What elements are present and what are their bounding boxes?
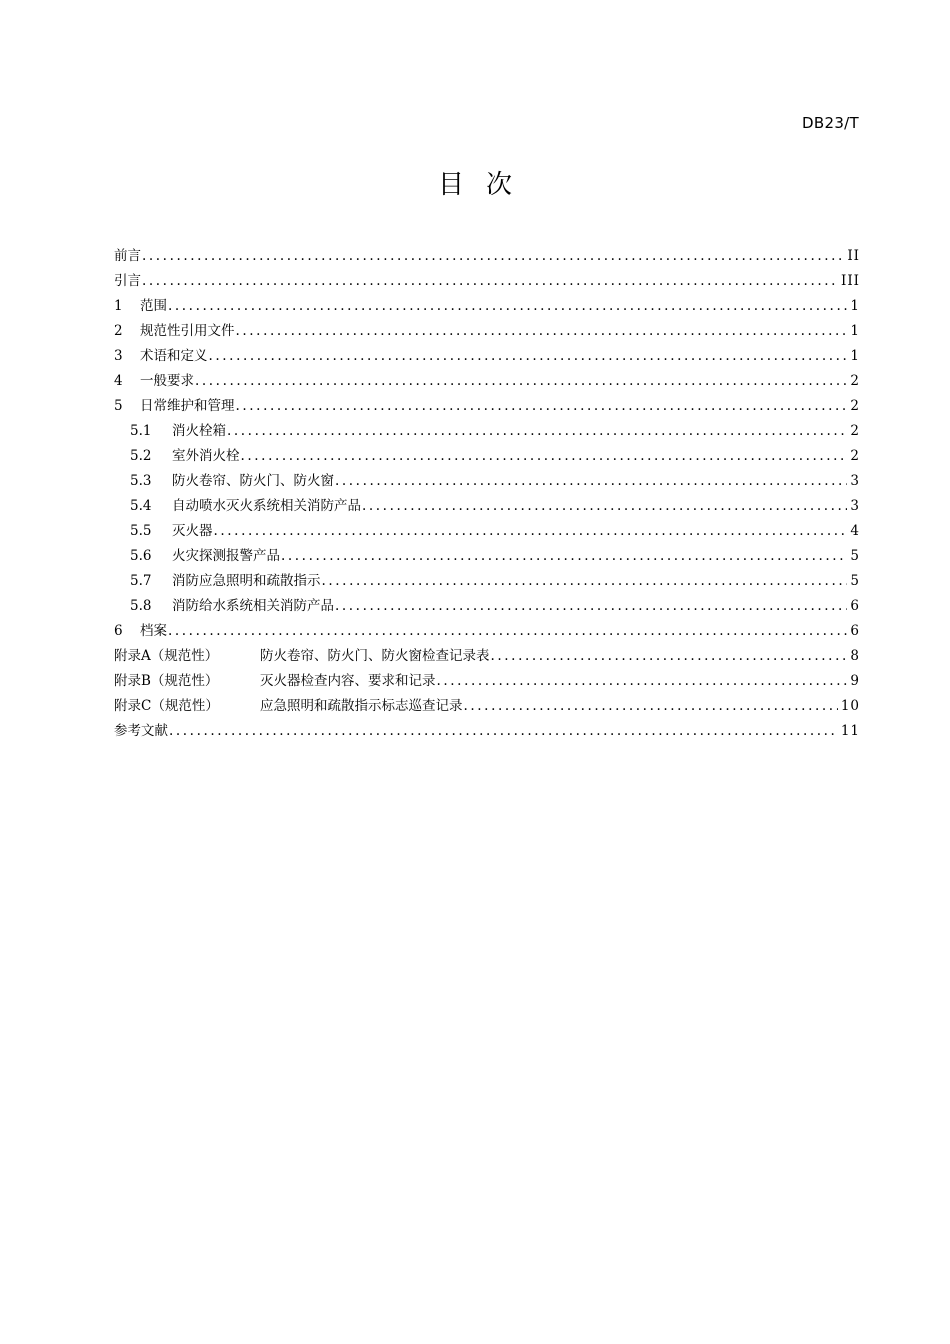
toc-leader-dots xyxy=(335,469,847,494)
toc-entry-text: 防火卷帘、防火门、防火窗 xyxy=(172,473,334,489)
toc-entry-section-5-3[interactable] xyxy=(114,469,860,494)
toc-entry-text: 规范性引用文件 xyxy=(140,323,235,339)
toc-entry-section-5-2[interactable] xyxy=(114,444,860,469)
toc-page-number: III xyxy=(841,273,860,289)
toc-leader-dots xyxy=(168,619,847,644)
toc-appendix-label: 附录C（规范性） xyxy=(114,698,219,714)
toc-entry-section-5-8[interactable] xyxy=(114,594,860,619)
toc-section-number: 5.1 xyxy=(130,423,152,439)
toc-leader-dots xyxy=(281,544,847,569)
toc-entry-text: 引言 xyxy=(114,273,141,289)
toc-appendix-label: 附录B（规范性） xyxy=(114,673,219,689)
toc-entry-section-3[interactable] xyxy=(114,344,860,369)
toc-page-number: 1 xyxy=(850,298,860,314)
toc-entry-section-5-6[interactable] xyxy=(114,544,860,569)
toc-entry-text: 术语和定义 xyxy=(140,348,208,364)
toc-page-number: II xyxy=(847,248,860,264)
toc-entry-text: 应急照明和疏散指示标志巡查记录 xyxy=(260,698,463,714)
toc-page-number: 1 xyxy=(850,348,860,364)
toc-section-number: 5.8 xyxy=(130,598,152,614)
toc-page-number: 2 xyxy=(850,373,860,389)
toc-leader-dots xyxy=(169,719,838,744)
toc-entry-section-5[interactable] xyxy=(114,394,860,419)
toc-leader-dots xyxy=(227,419,847,444)
toc-entry-text: 室外消火栓 xyxy=(172,448,240,464)
toc-leader-dots xyxy=(142,244,844,269)
toc-section-number: 2 xyxy=(114,323,123,339)
toc-entry-references[interactable] xyxy=(114,719,860,744)
toc-entry-section-5-5[interactable] xyxy=(114,519,860,544)
toc-entry-appendix-c[interactable] xyxy=(114,694,860,719)
toc-entry-section-5-1[interactable] xyxy=(114,419,860,444)
toc-entry-introduction[interactable] xyxy=(114,269,860,294)
toc-entry-text: 灭火器 xyxy=(172,523,213,539)
toc-leader-dots xyxy=(236,319,848,344)
toc-leader-dots xyxy=(195,369,847,394)
toc-leader-dots xyxy=(168,294,847,319)
toc-entry-section-2[interactable] xyxy=(114,319,860,344)
toc-section-number: 5.6 xyxy=(130,548,152,564)
toc-page-number: 3 xyxy=(850,473,860,489)
toc-entry-text: 自动喷水灭火系统相关消防产品 xyxy=(172,498,361,514)
toc-entry-text: 前言 xyxy=(114,248,141,264)
toc-leader-dots xyxy=(209,344,848,369)
toc-section-number: 5.4 xyxy=(130,498,152,514)
toc-entry-text: 消防给水系统相关消防产品 xyxy=(172,598,334,614)
standard-code: DB23/T xyxy=(802,114,859,132)
toc-section-number: 5.3 xyxy=(130,473,152,489)
toc-appendix-label: 附录A（规范性） xyxy=(114,648,219,664)
toc-leader-dots xyxy=(241,444,848,469)
toc-section-number: 4 xyxy=(114,373,123,389)
toc-entry-appendix-a[interactable] xyxy=(114,644,860,669)
toc-entry-text: 火灾探测报警产品 xyxy=(172,548,280,564)
toc-section-number: 6 xyxy=(114,623,123,639)
toc-entry-section-5-7[interactable] xyxy=(114,569,860,594)
toc-leader-dots xyxy=(142,269,838,294)
toc-section-number: 5 xyxy=(114,398,123,414)
toc-entry-section-4[interactable] xyxy=(114,369,860,394)
toc-entry-text: 范围 xyxy=(140,298,167,314)
toc-page-number: 6 xyxy=(850,598,860,614)
toc-page-number: 5 xyxy=(850,548,860,564)
toc-leader-dots xyxy=(236,394,848,419)
toc-entry-text: 日常维护和管理 xyxy=(140,398,235,414)
toc-leader-dots xyxy=(464,694,838,719)
toc-entry-text: 消火栓箱 xyxy=(172,423,226,439)
toc-leader-dots xyxy=(335,594,847,619)
toc-page-number: 8 xyxy=(850,648,860,664)
toc-entry-text: 一般要求 xyxy=(140,373,194,389)
toc-entry-section-6[interactable] xyxy=(114,619,860,644)
toc-page-number: 11 xyxy=(840,723,860,739)
toc-leader-dots xyxy=(362,494,847,519)
toc-page-number: 2 xyxy=(850,423,860,439)
toc-leader-dots xyxy=(322,569,848,594)
toc-page-number: 6 xyxy=(850,623,860,639)
toc-section-number: 1 xyxy=(114,298,123,314)
toc-entry-text: 灭火器检查内容、要求和记录 xyxy=(260,673,436,689)
toc-entry-section-1[interactable] xyxy=(114,294,860,319)
toc-page-number: 4 xyxy=(850,523,860,539)
toc-page-number: 2 xyxy=(850,398,860,414)
toc-entry-text: 档案 xyxy=(140,623,167,639)
toc-entry-text: 消防应急照明和疏散指示 xyxy=(172,573,321,589)
toc-leader-dots xyxy=(491,644,848,669)
toc-leader-dots xyxy=(437,669,848,694)
page-title: 目次 xyxy=(437,170,534,200)
toc-entry-foreword[interactable] xyxy=(114,244,860,269)
toc-entry-appendix-b[interactable] xyxy=(114,669,860,694)
toc-page-number: 9 xyxy=(850,673,860,689)
toc-page-number: 3 xyxy=(850,498,860,514)
toc-page-number: 2 xyxy=(850,448,860,464)
toc-leader-dots xyxy=(214,519,848,544)
toc-entry-text: 参考文献 xyxy=(114,723,168,739)
toc-page-number: 10 xyxy=(840,698,860,714)
toc-entry-section-5-4[interactable] xyxy=(114,494,860,519)
toc-section-number: 5.7 xyxy=(130,573,152,589)
toc-page-number: 5 xyxy=(850,573,860,589)
table-of-contents xyxy=(114,244,860,744)
toc-section-number: 5.2 xyxy=(130,448,152,464)
toc-section-number: 3 xyxy=(114,348,123,364)
toc-section-number: 5.5 xyxy=(130,523,152,539)
toc-page-number: 1 xyxy=(850,323,860,339)
toc-entry-text: 防火卷帘、防火门、防火窗检查记录表 xyxy=(260,648,490,664)
